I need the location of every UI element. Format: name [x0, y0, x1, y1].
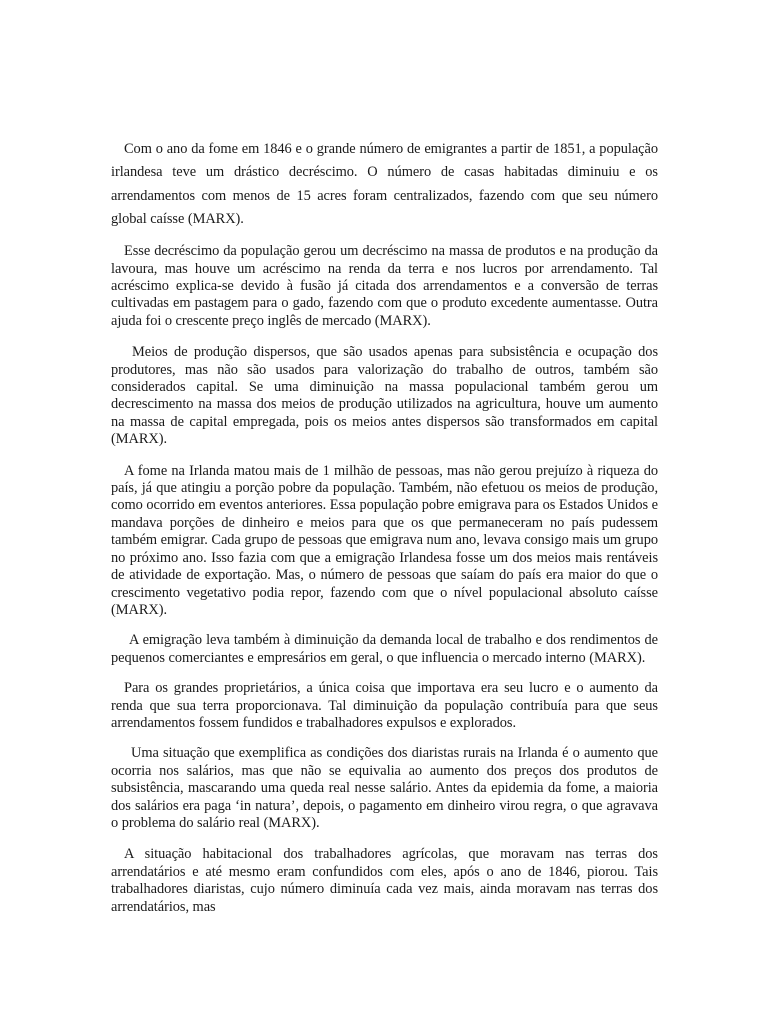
paragraph-housing-situation: A situação habitacional dos trabalhadores agrícolas, que moravam nas terras dos arrendatários e até mesmo eram confundidos com eles, após o ano de 1846, piorou. Tais trabalhadores diaristas, cujo número diminuía cada vez mais, ainda moravam nas terras dos arrendatários, mas: [111, 846, 658, 915]
paragraph-rural-wages: Uma situação que exemplifica as condições dos diaristas rurais na Irlanda é o aumento que ocorria nos salários, mas que não se equivalia ao aumento dos preços dos produtos de subsistência, mascarando uma queda real nesse salário. Antes da epidemia da fome, a maioria dos salários era paga ‘in natura’, depois, o pagamento em dinheiro virou regra, o que agravava o problema do salário real (MARX).: [111, 745, 658, 831]
paragraph-means-of-production: Meios de produção dispersos, que são usados apenas para subsistência e ocupação dos produtores, mas não são usados para valorização do trabalho de outros, também são considerados capital. Se uma diminuição na massa populacional também gerou um decrescimento na massa dos meios de produção utilizados na agricultura, houve um aumento na massa de capital empregada, pois os meios antes dispersos são transformados em capital (MARX).: [111, 344, 658, 448]
paragraph-landowners: Para os grandes proprietários, a única coisa que importava era seu lucro e o aumento da renda que sua terra proporcionava. Tal diminuição da população contribuía para que seus arrendamentos fossem fundidos e trabalhadores expulsos e explorados.: [111, 680, 658, 731]
paragraph-famine-deaths: A fome na Irlanda matou mais de 1 milhão de pessoas, mas não gerou prejuízo à riqueza do país, já que atingiu a porção pobre da população. Também, não efetuou os meios de produção, como ocorrido em eventos anteriores. Essa população pobre emigrava para os Estados Unidos e mandava porções de dinheiro e meios para que os que permaneceram no país pudessem também emigrar. Cada grupo de pessoas que emigrava num ano, levava consigo mais um grupo no próximo ano. Isso fazia com que a emigração Irlandesa fosse um dos meios mais rentáveis de atividade de exportação. Mas, o número de pessoas que saíam do país era maior do que o crescimento vegetativo podia repor, fazendo com que o nível populacional absoluto caísse (MARX).: [111, 462, 658, 618]
paragraph-emigration-demand: A emigração leva também à diminuição da demanda local de trabalho e dos rendimentos de pequenos comerciantes e empresários em geral, o que influencia o mercado interno (MARX).: [111, 632, 658, 666]
paragraph-famine-emigration: Com o ano da fome em 1846 e o grande número de emigrantes a partir de 1851, a população irlandesa teve um drástico decréscimo. O número de casas habitadas diminuiu e os arrendamentos com menos de 15 acres foram centralizados, fazendo com que seu número global caísse (MARX).: [111, 141, 658, 227]
paragraph-population-decrease: Esse decréscimo da população gerou um decréscimo na massa de produtos e na produção da lavoura, mas houve um acréscimo na renda da terra e nos lucros por arrendamento. Tal acréscimo explica-se devido à fusão já citada dos arrendamentos e a conversão de terras cultivadas em pastagem para o gado, fazendo com que o produto excedente aumentasse. Outra ajuda foi o crescente preço inglês de mercado (MARX).: [111, 243, 658, 329]
document-page: [111, 138, 658, 916]
